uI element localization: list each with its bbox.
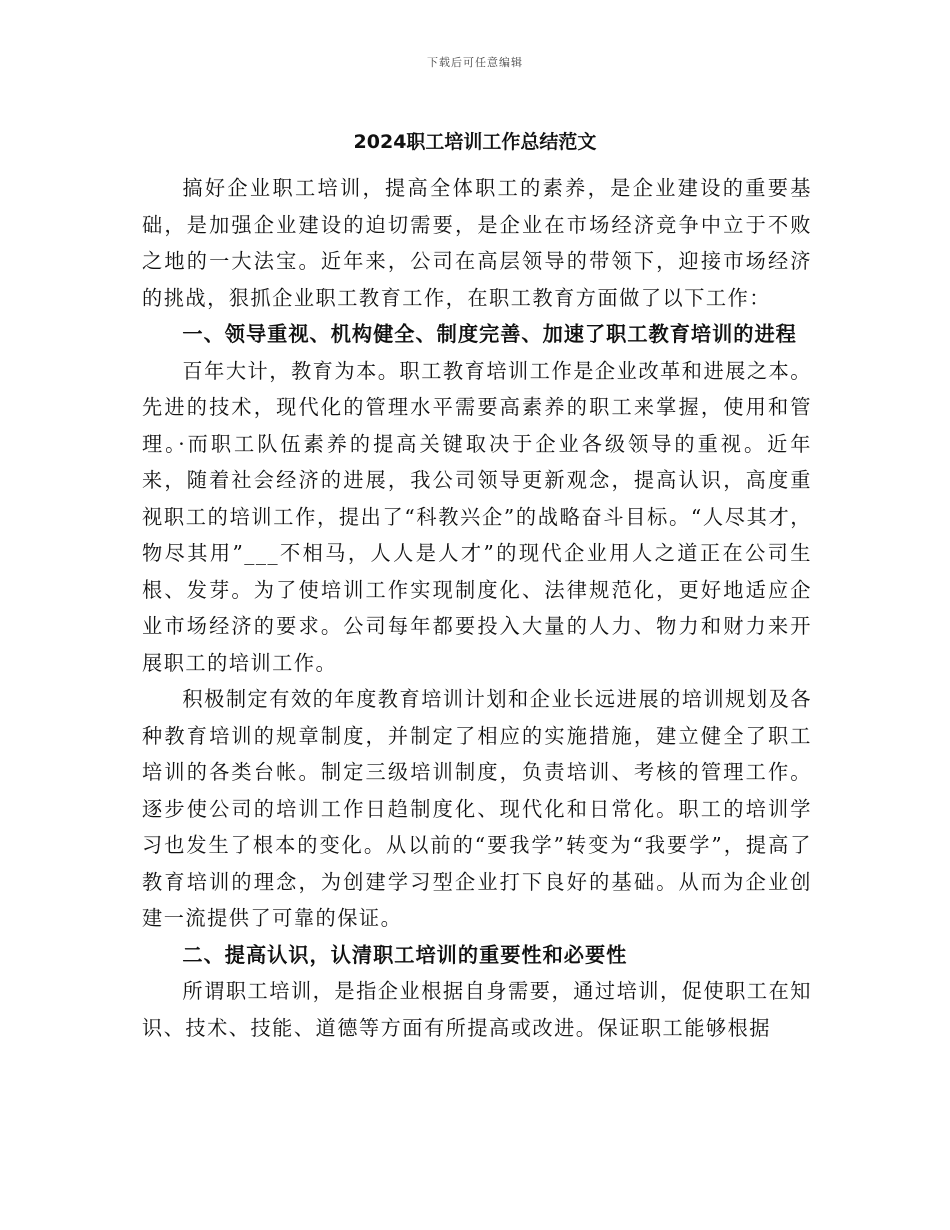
section-1-paragraph-2: 积极制定有效的年度教育培训计划和企业长远进展的培训规划及各种教育培训的规章制度，并制定了相应的实施措施，建立健全了职工培训的各类台帐。制定三级培训制度，负责培训、考核的管理工作。逐步使公司的培训工作日趋制度化、现代化和日常化。职工的培训学习也发生了根本的变化。从以前的“要我学”转变为“我要学”，提高了教育培训的理念，为创建学习型企业打下良好的基础。从而为企业创建一流提供了可靠的保证。 bbox=[142, 687, 812, 930]
section-1-paragraph-1: 百年大计，教育为本。职工教育培训工作是企业改革和进展之本。先进的技术，现代化的管理水平需要高素养的职工来掌握，使用和管理。·而职工队伍素养的提高关键取决于企业各级领导的重视。近年来，随着社会经济的进展，我公司领导更新观念，提高认识，高度重视职工的培训工作，提出了“科教兴企”的战略奋斗目标。“人尽其才，物尽其用”___不相马，人人是人才”的现代企业用人之道正在公司生根、发芽。为了使培训工作实现制度化、法律规范化，更好地适应企业市场经济的要求。公司每年都要投入大量的人力、物力和财力来开展职工的培训工作。 bbox=[142, 358, 812, 675]
document-title: 2024职工培训工作总结范文 bbox=[353, 131, 597, 153]
header-note: 下载后可任意编辑 bbox=[427, 56, 523, 69]
section-1-heading: 一、领导重视、机构健全、制度完善、加速了职工教育培训的进程 bbox=[182, 322, 797, 346]
section-2-heading: 二、提高认识，认清职工培训的重要性和必要性 bbox=[182, 942, 628, 967]
document-body bbox=[142, 170, 812, 1046]
intro-paragraph: 搞好企业职工培训，提高全体职工的素养，是企业建设的重要基础，是加强企业建设的迫切需要，是企业在市场经济竞争中立于不败之地的一大法宝。近年来，公司在高层领导的带领下，迎接市场经济的挑战，狠抓企业职工教育工作，在职工教育方面做了以下工作： bbox=[142, 176, 812, 310]
section-2-paragraph-1: 所谓职工培训，是指企业根据自身需要，通过培训，促使职工在知识、技术、技能、道德等方面有所提高或改进。保证职工能够根据 bbox=[142, 979, 812, 1040]
